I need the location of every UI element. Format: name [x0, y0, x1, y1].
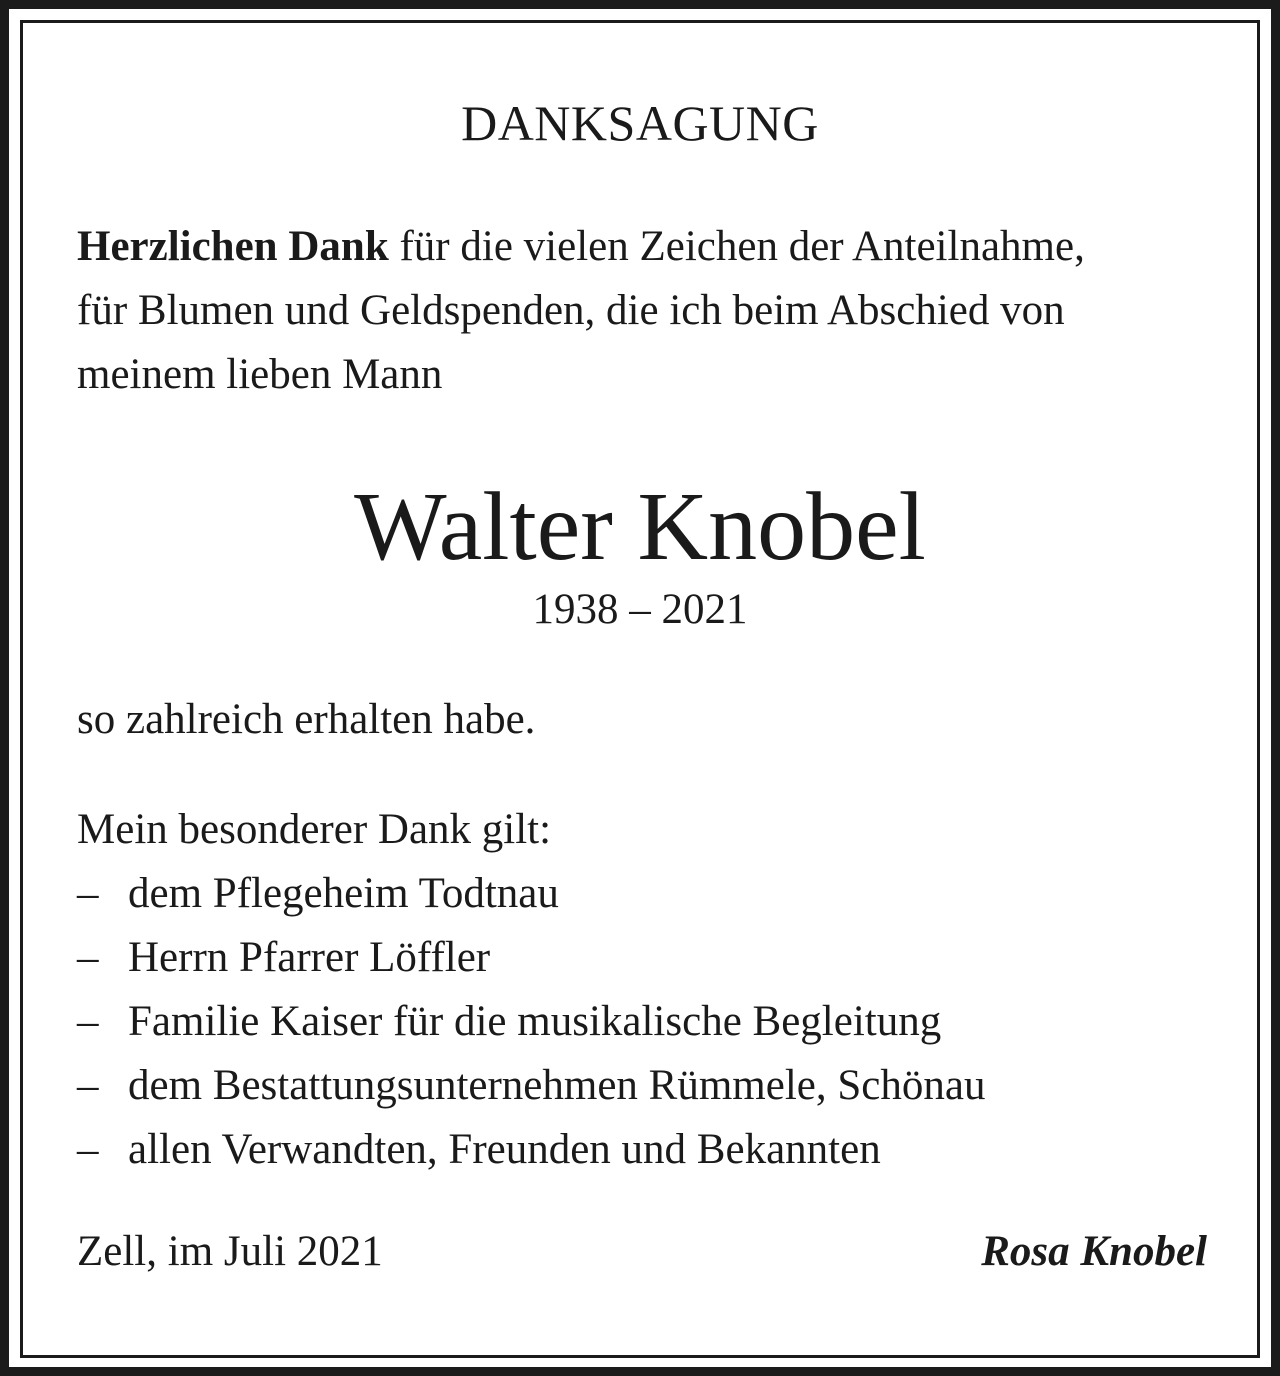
notice-title: DANKSAGUNG: [461, 95, 819, 151]
thanks-list: [77, 862, 985, 1182]
dash-bullet: –: [77, 934, 99, 981]
place-date: Zell, im Juli 2021: [77, 1228, 383, 1275]
list-item: [77, 926, 985, 990]
list-item-text: allen Verwandten, Freunden und Bekannten: [128, 1126, 881, 1173]
list-item: [77, 862, 985, 926]
intro-line-2: für Blumen und Geldspenden, die ich beim Abschied von: [77, 287, 1065, 334]
intro-line-1-rest: für die vielen Zeichen der Anteilnahme,: [388, 223, 1085, 270]
life-dates: 1938 – 2021: [532, 586, 748, 633]
deceased-name: Walter Knobel: [354, 473, 926, 581]
list-item: [77, 990, 985, 1054]
dash-bullet: –: [77, 1062, 99, 1109]
list-item: [77, 1118, 985, 1182]
list-item: [77, 1054, 985, 1118]
list-item-text: Herrn Pfarrer Löffler: [128, 934, 491, 981]
list-item-text: Familie Kaiser für die musikalische Begleitung: [128, 998, 942, 1045]
thanks-heading: Mein besonderer Dank gilt:: [77, 806, 552, 853]
dash-bullet: –: [77, 1126, 99, 1173]
intro-bold-lead: Herzlichen Dank: [77, 223, 389, 270]
list-item-text: dem Pflegeheim Todtnau: [128, 870, 559, 917]
intro-paragraph: [77, 215, 1217, 407]
dash-bullet: –: [77, 998, 99, 1045]
received-text: so zahlreich erhalten habe.: [77, 696, 536, 743]
signature: Rosa Knobel: [981, 1228, 1207, 1275]
intro-line-3: meinem lieben Mann: [77, 351, 443, 398]
dash-bullet: –: [77, 870, 99, 917]
intro-line-1: [77, 215, 1217, 279]
list-item-text: dem Bestattungsunternehmen Rümmele, Schönau: [128, 1062, 986, 1109]
